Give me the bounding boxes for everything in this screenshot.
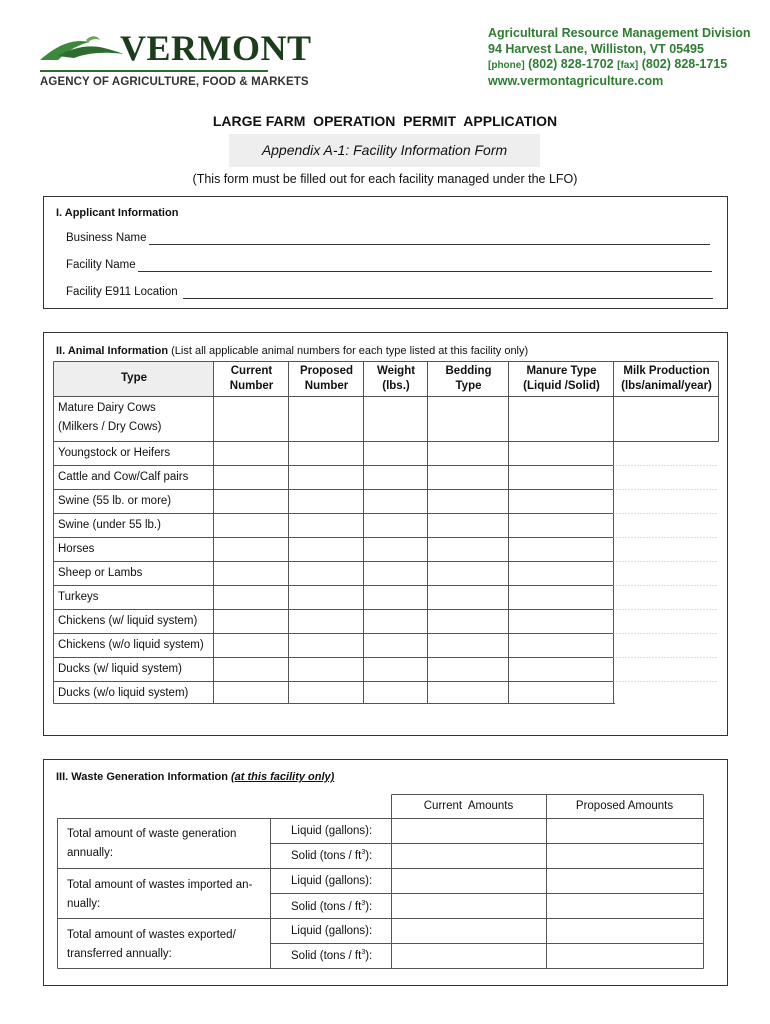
col-proposed-number: Proposed Number (299, 365, 354, 392)
table-row-label: Ducks (w/ liquid system) (58, 663, 182, 675)
liquid-gallons-label: Liquid (gallons): (291, 925, 373, 937)
col-current-number: Current Number (229, 365, 274, 392)
division-name: Agricultural Resource Management Division (488, 26, 751, 40)
liquid-gallons-label: Liquid (gallons): (291, 875, 373, 887)
col-proposed-amounts: Proposed Amounts (575, 800, 674, 812)
facility-name-label: Facility Name (66, 259, 136, 271)
col-weight: Weight (lbs.) (376, 365, 416, 392)
table-row-label: Sheep or Lambs (58, 567, 143, 579)
division-website[interactable]: www.vermontagriculture.com (488, 73, 664, 88)
col-current-amounts: Current Amounts (423, 800, 514, 812)
facility-e911-field[interactable] (183, 298, 713, 299)
liquid-gallons-label: Liquid (gallons): (291, 825, 373, 837)
section-1-heading: I. Applicant Information (56, 207, 179, 219)
division-phone-fax: [phone] (802) 828-1702 [fax] (802) 828-1715 (488, 57, 728, 71)
solid-tons-label: Solid (tons / $ft^3$): (291, 900, 373, 913)
table-row-label: Cattle and Cow/Calf pairs (58, 471, 189, 483)
col-bedding-type: Bedding Type (445, 365, 492, 392)
solid-tons-label: Solid (tons / $ft^3$): (291, 949, 373, 962)
division-contact-block (488, 26, 751, 89)
col-type: Type (121, 372, 147, 384)
form-note: (This form must be filled out for each facility managed under the LFO) (192, 172, 578, 186)
col-manure-type: Manure Type (Liquid /Solid) (523, 365, 600, 392)
business-name-label: Business Name (66, 232, 147, 244)
facility-e911-label: Facility E911 Location (66, 286, 178, 298)
row-mature-dairy-cows: Mature Dairy Cows (Milkers / Dry Cows) (58, 402, 162, 433)
form-subtitle: Appendix A-1: Facility Information Form (261, 142, 508, 158)
form-title: LARGE FARM OPERATION PERMIT APPLICATION (212, 113, 558, 129)
table-row-label: Ducks (w/o liquid system) (58, 687, 189, 699)
table-row-label: Turkeys (58, 591, 99, 603)
facility-name-field[interactable] (138, 271, 712, 272)
table-row-label: Youngstock or Heifers (58, 447, 171, 459)
waste-exported-label: Total amount of wastes exported/ transferred annually: (67, 929, 236, 960)
table-row-label: Swine (under 55 lb.) (58, 519, 161, 531)
vermont-logo-wordmark: VERMONT (120, 28, 312, 68)
solid-tons-label: Solid (tons / $ft^3$): (291, 849, 373, 862)
agency-name: AGENCY OF AGRICULTURE, FOOD & MARKETS (40, 76, 309, 88)
table-row-label: Horses (58, 543, 95, 555)
business-name-field[interactable] (149, 244, 710, 245)
col-milk-production: Milk Production (lbs/animal/year) (621, 365, 712, 392)
waste-generated-label: Total amount of waste generation annually: (67, 828, 237, 859)
logo-divider (40, 70, 268, 72)
division-address: 94 Harvest Lane, Williston, VT 05495 (488, 41, 704, 56)
table-row-label: Chickens (w/o liquid system) (58, 639, 204, 651)
table-row-label: Chickens (w/ liquid system) (58, 615, 198, 627)
waste-imported-label: Total amount of wastes imported an- nually: (67, 879, 253, 910)
section-2-heading: II. Animal Information (List all applicable animal numbers for each type listed at this facility only) (56, 345, 529, 357)
section-3-heading: III. Waste Generation Information (at this facility only) (56, 771, 335, 783)
vermont-logo-mountain (38, 30, 128, 66)
table-row-label: Swine (55 lb. or more) (58, 495, 172, 507)
